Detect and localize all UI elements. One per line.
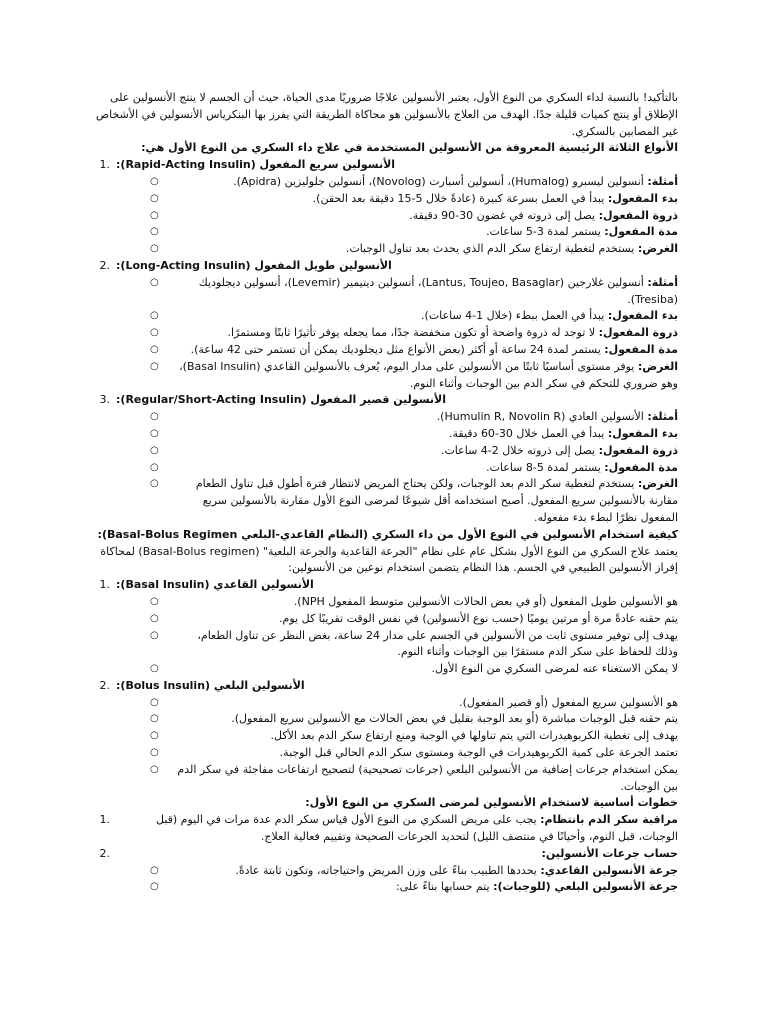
circle-bullet-icon: ○: [150, 327, 159, 339]
step-text: [116, 812, 678, 846]
sub-item-text: [172, 661, 678, 678]
sub-item-text: [172, 191, 678, 208]
sub-item-value: أنسولين غلارجين (Lantus, Toujeo, Basaglar)، أنسولين ديتيمير (Levemir)، أنسولين ديجلوديك (Tresiba).: [198, 275, 678, 306]
sub-item-value: يتم حقنه قبل الوجبات مباشرة (أو بعد الوجبة بقليل في بعض الحالات مع الأنسولين سريع المفعول).: [231, 712, 678, 726]
list-number: 2.: [99, 846, 110, 860]
sub-item-label: ذروة المفعول:: [598, 208, 678, 222]
insulin-types-list: [88, 157, 678, 527]
sub-list-item: [150, 275, 678, 309]
sub-item-label: مدة المفعول:: [604, 460, 678, 474]
sub-list: [88, 863, 678, 897]
sub-list-item: [150, 308, 678, 325]
list-number: 1.: [99, 578, 110, 592]
sub-item-text: [172, 695, 678, 712]
sub-item-label: مدة المفعول:: [604, 342, 678, 356]
sub-item-label: مدة المفعول:: [604, 225, 678, 239]
sub-list-item: [150, 443, 678, 460]
sub-item-text: [172, 443, 678, 460]
circle-bullet-icon: ○: [150, 881, 159, 893]
circle-bullet-icon: ○: [150, 864, 159, 876]
circle-bullet-icon: ○: [150, 411, 159, 423]
sub-list-item: [150, 863, 678, 880]
regimen-part-title: الأنسولين البلعي (Bolus Insulin):: [116, 678, 305, 692]
circle-bullet-icon: ○: [150, 427, 159, 439]
sub-item-text: [172, 745, 678, 762]
sub-item-text: [172, 426, 678, 443]
sub-item-text: [172, 325, 678, 342]
regimen-part: [88, 678, 678, 796]
sub-item-label: بدء المفعول:: [607, 191, 678, 205]
regimen-list: [88, 577, 678, 795]
sub-list-item: [150, 745, 678, 762]
sub-list-item: [150, 728, 678, 745]
sub-item-text: [172, 241, 678, 258]
sub-item-value: لا توجد له ذروة واضحة أو تكون منخفضة جدًا، مما يجعله يوفر تأثيرًا ثابتًا ومستمرًا.: [227, 326, 599, 340]
sub-item-text: [172, 879, 678, 896]
sub-item-text: [172, 611, 678, 628]
sub-item-label: بدء المفعول:: [607, 309, 678, 323]
circle-bullet-icon: ○: [150, 730, 159, 742]
sub-item-value: الأنسولين العادي (Humulin R, Novolin R).: [436, 410, 648, 424]
sub-list-item: [150, 426, 678, 443]
sub-item-text: [172, 342, 678, 359]
sub-item-value: يتم حقنه عادةً مرة أو مرتين يوميًا (حسب نوع الأنسولين) في نفس الوقت تقريبًا كل يوم.: [279, 611, 678, 625]
circle-bullet-icon: ○: [150, 478, 159, 490]
sub-item-text: [172, 594, 678, 611]
circle-bullet-icon: ○: [150, 226, 159, 238]
circle-bullet-icon: ○: [150, 360, 159, 372]
sub-item-text: [172, 863, 678, 880]
sub-item-label: الغرض:: [637, 359, 678, 373]
sub-item-value: يستخدم لتغطية سكر الدم بعد الوجبات، ولكن يحتاج المريض لانتظار فترة أطول قبل تناول الطعام مقارنة بالأنسولين سريع المفعول. أصبح استخدامه أقل شيوعًا لمرضى النوع الأول مقارنة بالأنسولين سريع المفعول نظرًا لبطء بدء مفعوله.: [195, 477, 678, 524]
insulin-type-title: الأنسولين سريع المفعول (Rapid-Acting Insulin):: [116, 158, 396, 172]
sub-item-value: يستمر لمدة 24 ساعة أو أكثر (بعض الأنواع مثل ديجلوديك يمكن أن تستمر حتى 42 ساعة).: [190, 342, 605, 356]
sub-item-value: يصل إلى ذروته خلال 2-4 ساعات.: [440, 443, 599, 457]
insulin-type-text: [116, 157, 678, 174]
sub-item-text: [172, 762, 678, 796]
regimen-intro: يعتمد علاج السكري من النوع الأول بشكل عام على نظام "الجرعة القاعدية والجرعة البلعية" (Basal-Bolus regimen) لمحاكاة إفراز الأنسولين الطبيعي في الجسم. هذا النظام يتضمن استخدام نوعين من الأنسولين:: [100, 544, 678, 575]
circle-bullet-icon: ○: [150, 747, 159, 759]
sub-item-text: [172, 275, 678, 309]
sub-list-item: [150, 695, 678, 712]
circle-bullet-icon: ○: [150, 209, 159, 221]
sub-item-value: يبدأ في العمل بسرعة كبيرة (عادةً خلال 5-15 دقيقة بعد الحقن).: [312, 191, 608, 205]
sub-item-value: يصل إلى ذروته في غضون 30-90 دقيقة.: [409, 208, 599, 222]
sub-item-text: [172, 359, 678, 393]
sub-item-label: الغرض:: [637, 477, 678, 491]
circle-bullet-icon: ○: [150, 713, 159, 725]
circle-bullet-icon: ○: [150, 175, 159, 187]
insulin-type-row: [88, 258, 678, 275]
step: [88, 846, 678, 896]
sub-list: [88, 409, 678, 527]
regimen-part-row: [88, 678, 678, 695]
circle-bullet-icon: ○: [150, 276, 159, 288]
insulin-type: [88, 157, 678, 258]
circle-bullet-icon: ○: [150, 343, 159, 355]
circle-bullet-icon: ○: [150, 243, 159, 255]
sub-list-item: [150, 224, 678, 241]
sub-item-value: يوفر مستوى أساسيًا ثابتًا من الأنسولين على مدار اليوم، يُعرف بالأنسولين القاعدي (Basal Insulin)، وهو ضروري للتحكم في سكر الدم بين الوجبات وأثناء النوم.: [179, 359, 678, 390]
step-title: مراقبة سكر الدم بانتظام:: [540, 813, 678, 827]
sub-item-value: هو الأنسولين طويل المفعول (أو في بعض الحالات الأنسولين متوسط المفعول NPH).: [293, 594, 678, 608]
sub-item-text: [172, 308, 678, 325]
sub-item-text: [172, 224, 678, 241]
sub-list-item: [150, 409, 678, 426]
sub-item-value: يستخدم لتغطية ارتفاع سكر الدم الذي يحدث بعد تناول الوجبات.: [345, 242, 638, 256]
sub-list: [88, 695, 678, 796]
sub-item-label: الغرض:: [637, 242, 678, 256]
sub-item-text: [172, 460, 678, 477]
insulin-type-title: الأنسولين طويل المفعول (Long-Acting Insulin):: [116, 258, 392, 272]
sub-item-value: يبدأ في العمل خلال 30-60 دقيقة.: [449, 426, 608, 440]
sub-list-item: [150, 241, 678, 258]
sub-item-label: جرعة الأنسولين البلعي (للوجبات):: [493, 880, 678, 894]
sub-item-value: يستمر لمدة 3-5 ساعات.: [486, 225, 605, 239]
sub-list-item: [150, 359, 678, 393]
circle-bullet-icon: ○: [150, 763, 159, 775]
list-number: 3.: [99, 393, 110, 407]
sub-list-item: [150, 476, 678, 526]
sub-list-item: [150, 611, 678, 628]
sub-item-value: يهدف إلى تغطية الكربوهيدرات التي يتم تناولها في الوجبة ومنع ارتفاع سكر الدم بعد الأكل.: [270, 729, 678, 743]
sub-list-item: [150, 208, 678, 225]
intro-paragraph: بالتأكيد! بالنسبة لداء السكري من النوع الأول، يعتبر الأنسولين علاجًا ضروريًا مدى الحياة، حيث أن الجسم لا ينتج الأنسولين على الإطلاق أو ينتج كميات قليلة جدًا. الهدف من العلاج بالأنسولين هو محاكاة الطريقة التي يفرز بها البنكرياس الأنسولين في الأشخاص غير المصابين بالسكري.: [95, 91, 678, 138]
circle-bullet-icon: ○: [150, 663, 159, 675]
types-heading: الأنواع الثلاثة الرئيسية المعروفة من الأنسولين المستخدمة في علاج داء السكري من النوع الأول هي:: [141, 141, 678, 155]
list-number: 2.: [99, 678, 110, 692]
sub-item-value: هو الأنسولين سريع المفعول (أو قصير المفعول).: [459, 695, 678, 709]
sub-item-text: [172, 409, 678, 426]
sub-item-value: أنسولين ليسبرو (Humalog)، أنسولين أسبارت (Novolog)، أنسولين جلوليزين (Apidra).: [233, 174, 648, 188]
sub-list-item: [150, 594, 678, 611]
sub-list-item: [150, 191, 678, 208]
sub-item-label: ذروة المفعول:: [598, 326, 678, 340]
circle-bullet-icon: ○: [150, 612, 159, 624]
list-number: 2.: [99, 258, 110, 272]
sub-list-item: [150, 342, 678, 359]
sub-item-value: يمكن استخدام جرعات إضافية من الأنسولين البلعي (جرعات تصحيحية) لتصحيح ارتفاعات مفاجئة في سكر الدم بين الوجبات.: [177, 762, 678, 793]
sub-list: [88, 594, 678, 678]
sub-item-value: تعتمد الجرعة على كمية الكربوهيدرات في الوجبة ومستوى سكر الدم الحالي قبل الوجبة.: [279, 746, 678, 760]
sub-list: [88, 174, 678, 258]
sub-item-label: ذروة المفعول:: [598, 443, 678, 457]
sub-item-text: [172, 628, 678, 662]
insulin-type-title: الأنسولين قصير المفعول (Regular/Short-Acting Insulin):: [116, 393, 446, 407]
sub-item-value: يتم حسابها بناءً على:: [395, 880, 494, 894]
regimen-part-text: [116, 577, 678, 594]
sub-item-label: أمثلة:: [647, 174, 678, 188]
circle-bullet-icon: ○: [150, 595, 159, 607]
regimen-part-text: [116, 678, 678, 695]
sub-item-text: [172, 208, 678, 225]
step: [88, 812, 678, 846]
steps-heading: خطوات أساسية لاستخدام الأنسولين لمرضى السكري من النوع الأول:: [305, 796, 678, 810]
sub-item-value: يستمر لمدة 5-8 ساعات.: [486, 460, 605, 474]
regimen-part: [88, 577, 678, 678]
step-body: يجب على مريض السكري من النوع الأول قياس سكر الدم عدة مرات في اليوم (قبل الوجبات، قبل النوم، وأحيانًا في منتصف الليل) لتحديد الجرعات الصحيحة وتقييم فعالية العلاج.: [155, 813, 678, 844]
document-body: [88, 90, 678, 896]
insulin-type-row: [88, 157, 678, 174]
insulin-type: [88, 258, 678, 392]
insulin-type: [88, 392, 678, 526]
step-row: [88, 812, 678, 846]
sub-item-label: أمثلة:: [647, 275, 678, 289]
sub-item-text: [172, 728, 678, 745]
step-row: [88, 846, 678, 863]
sub-item-text: [172, 711, 678, 728]
regimen-part-title: الأنسولين القاعدي (Basal Insulin):: [116, 578, 314, 592]
sub-item-text: [172, 174, 678, 191]
sub-list-item: [150, 711, 678, 728]
list-number: 1.: [99, 813, 110, 827]
step-title: حساب جرعات الأنسولين:: [541, 846, 678, 860]
regimen-part-row: [88, 577, 678, 594]
steps-list: [88, 812, 678, 896]
circle-bullet-icon: ○: [150, 696, 159, 708]
list-number: 1.: [99, 158, 110, 172]
circle-bullet-icon: ○: [150, 629, 159, 641]
circle-bullet-icon: ○: [150, 310, 159, 322]
insulin-type-text: [116, 258, 678, 275]
sub-list: [88, 275, 678, 393]
sub-list-item: [150, 879, 678, 896]
insulin-type-row: [88, 392, 678, 409]
sub-item-label: أمثلة:: [647, 410, 678, 424]
insulin-type-text: [116, 392, 678, 409]
sub-item-text: [172, 476, 678, 526]
sub-list-item: [150, 661, 678, 678]
sub-list-item: [150, 325, 678, 342]
sub-item-value: يهدف إلى توفير مستوى ثابت من الأنسولين في الجسم على مدار 24 ساعة، بغض النظر عن تناول الطعام، وذلك للحفاظ على سكر الدم مستقرًا بين الوجبات وأثناء النوم.: [197, 628, 678, 659]
sub-item-label: جرعة الأنسولين القاعدي:: [540, 863, 678, 877]
sub-item-value: لا يمكن الاستغناء عنه لمرضى السكري من النوع الأول.: [431, 662, 678, 676]
sub-item-value: يبدأ في العمل ببطء (خلال 1-4 ساعات).: [421, 309, 608, 323]
sub-item-value: يحددها الطبيب بناءً على وزن المريض واحتياجاته، وتكون ثابتة عادةً.: [235, 863, 541, 877]
sub-list-item: [150, 174, 678, 191]
circle-bullet-icon: ○: [150, 444, 159, 456]
sub-list-item: [150, 762, 678, 796]
sub-item-label: بدء المفعول:: [607, 426, 678, 440]
regimen-heading: كيفية استخدام الأنسولين في النوع الأول من داء السكري (النظام القاعدي-البلعي Basal-Bolus Regimen):: [97, 527, 678, 541]
sub-list-item: [150, 460, 678, 477]
step-text: [116, 846, 678, 863]
sub-list-item: [150, 628, 678, 662]
circle-bullet-icon: ○: [150, 461, 159, 473]
circle-bullet-icon: ○: [150, 192, 159, 204]
